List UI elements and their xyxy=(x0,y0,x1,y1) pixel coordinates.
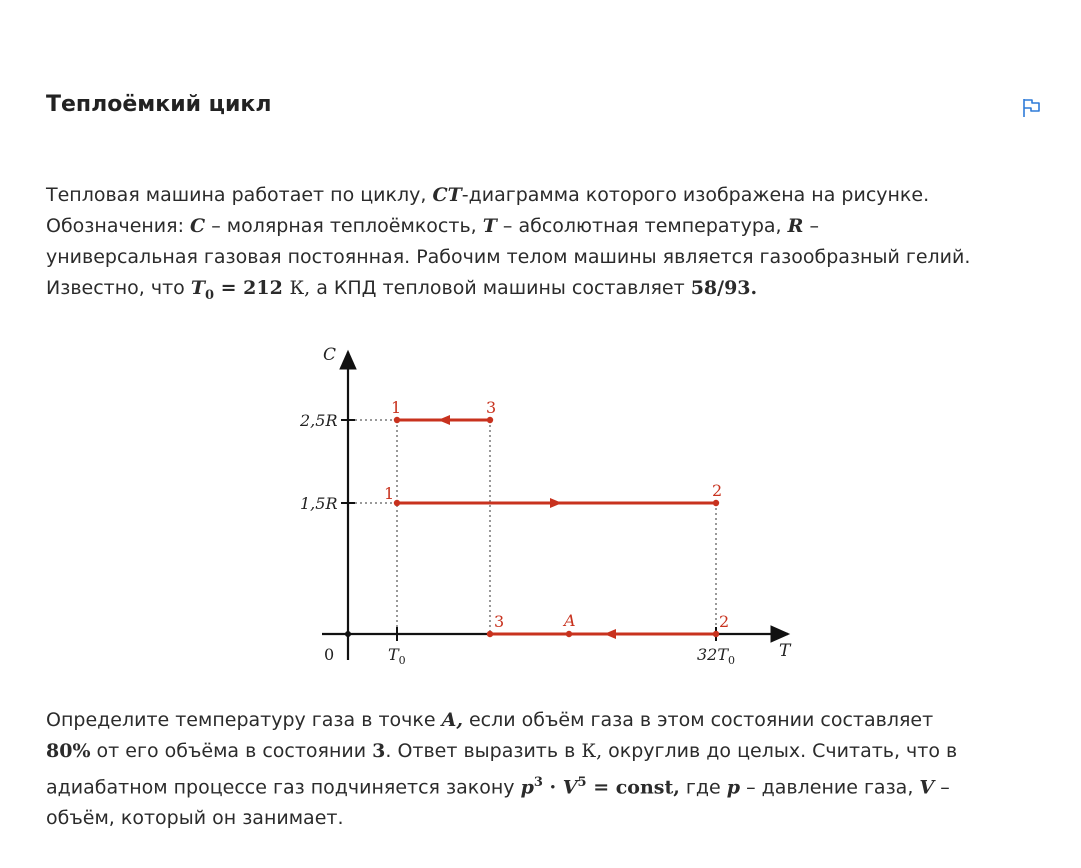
point-label-1-top: 1 xyxy=(391,398,402,417)
math-v: V xyxy=(919,776,935,799)
math-percent: 80% xyxy=(46,740,91,762)
point-a xyxy=(566,631,572,637)
math-t0: T xyxy=(190,277,205,299)
math-v: V xyxy=(562,776,578,799)
math-p: p xyxy=(726,776,741,799)
math-a: A, xyxy=(441,709,463,731)
text-fragment: – абсолютная температура, xyxy=(496,215,788,237)
text-fragment: – xyxy=(934,776,950,799)
point-3-bot xyxy=(487,631,493,637)
text-fragment: . Ответ выразить в xyxy=(385,740,582,762)
math-exponent: 5 xyxy=(577,775,587,790)
math-unit: К, xyxy=(289,277,311,299)
text-fragment: где xyxy=(679,776,727,799)
point-label-3-bot: 3 xyxy=(494,612,505,631)
text-fragment: Определите температуру газа в точке xyxy=(46,709,442,731)
math-const: = const, xyxy=(586,776,680,799)
point-2-mid xyxy=(713,500,719,506)
text-fragment: от его объёма в состоянии xyxy=(90,740,373,762)
text-fragment: округлив до целых. Считать, что в xyxy=(602,740,958,762)
text-fragment: Известно, что xyxy=(46,277,191,299)
text-fragment: адиабатном процессе газ подчиняется закону xyxy=(46,776,521,799)
math-unit: К, xyxy=(581,740,603,762)
math-exponent: 3 xyxy=(533,775,543,790)
point-1-top xyxy=(394,417,400,423)
math-c: C xyxy=(190,215,206,237)
text-fragment: Тепловая машина работает по циклу, xyxy=(46,184,433,206)
arrow-1-2 xyxy=(550,498,562,508)
y-tick-label-25r: 2,5R xyxy=(300,411,338,430)
x-axis-label: T xyxy=(779,641,791,661)
point-label-2-mid: 2 xyxy=(712,481,723,500)
math-ct: CT xyxy=(432,184,462,206)
point-3-top xyxy=(487,417,493,423)
arrow-3-1 xyxy=(438,415,450,425)
point-label-2-bot: 2 xyxy=(719,612,730,631)
math-subscript: 0 xyxy=(204,287,214,303)
text-fragment: универсальная газовая постоянная. Рабочим телом машины является газообразный гелий. xyxy=(46,246,971,268)
math-efficiency: 58/93. xyxy=(690,277,758,299)
point-label-1-mid: 1 xyxy=(384,484,395,503)
arrow-2-3 xyxy=(604,629,616,639)
math-r: R xyxy=(787,215,804,237)
point-label-3-top: 3 xyxy=(486,398,497,417)
text-fragment: если объём газа в этом состоянии составляет xyxy=(462,709,934,731)
origin-label: 0 xyxy=(324,645,335,664)
point-2-bot xyxy=(713,631,719,637)
math-state-3: 3 xyxy=(372,740,386,762)
y-tick-label-15r: 1,5R xyxy=(300,494,338,513)
math-p: p xyxy=(520,776,534,799)
text-fragment: – xyxy=(803,215,819,237)
text-fragment: – давление газа, xyxy=(740,776,920,799)
text-fragment: – молярная теплоёмкость, xyxy=(205,215,483,237)
x-tick-label-t0: $T_0$ xyxy=(388,645,406,667)
math-dot: · xyxy=(542,776,563,799)
x-tick-label-32t0: $32T_0$ xyxy=(697,645,736,667)
text-fragment: -диаграмма которого изображена на рисунке. xyxy=(461,184,930,206)
text-fragment: Обозначения: xyxy=(46,215,191,237)
text-fragment: а КПД тепловой машины составляет xyxy=(310,277,691,299)
y-axis-label: C xyxy=(323,345,337,365)
problem-question xyxy=(46,705,1046,834)
text-fragment: объём, который он занимает. xyxy=(46,807,344,830)
origin-dot xyxy=(345,631,351,637)
point-1-mid xyxy=(394,500,400,506)
point-label-a: A xyxy=(564,611,576,630)
problem-title: Теплоёмкий цикл xyxy=(46,92,272,117)
math-t0-value: = 212 xyxy=(214,277,290,299)
math-t: T xyxy=(482,215,497,237)
